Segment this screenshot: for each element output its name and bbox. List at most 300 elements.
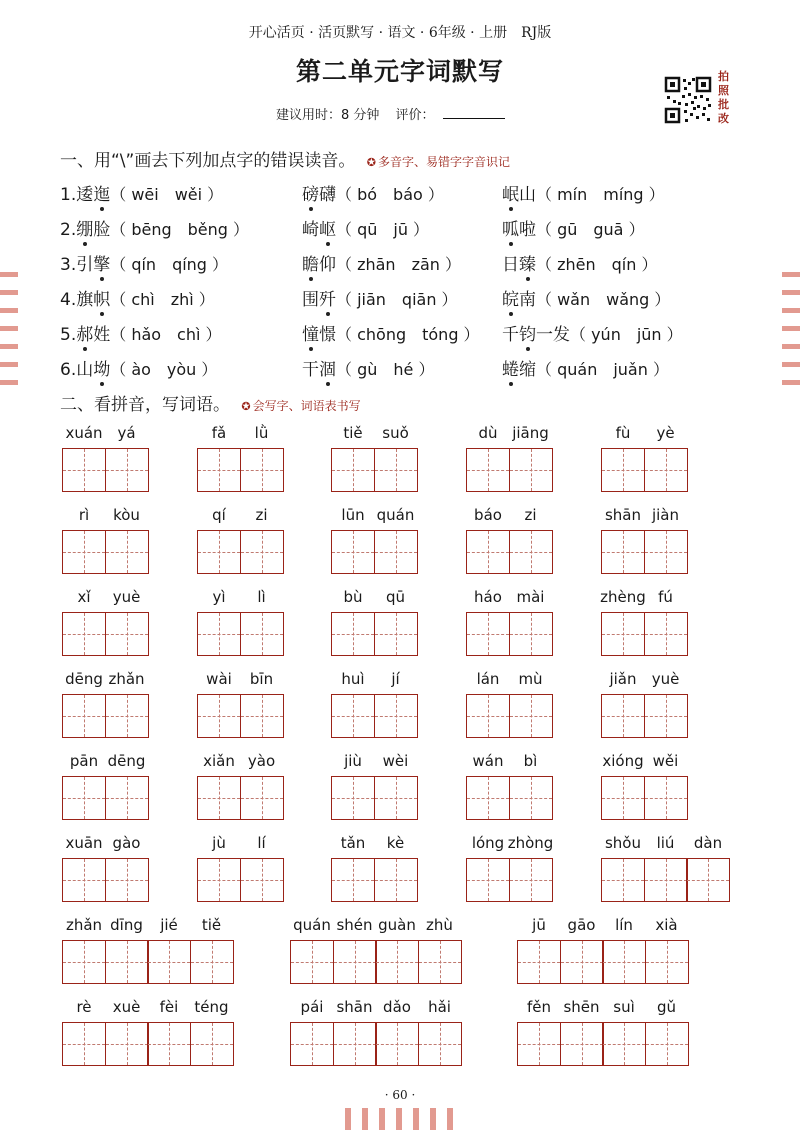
edge-tab — [447, 1108, 453, 1130]
tianzige-cells — [331, 694, 418, 738]
pinyin-choices[interactable]: （ yún jūn ） — [570, 325, 683, 344]
edge-tab — [782, 344, 800, 349]
item-word — [76, 290, 110, 310]
word-char: 发 — [553, 325, 570, 345]
pinyin-syllable: dǎo — [383, 998, 411, 1016]
writing-cell[interactable] — [290, 940, 334, 984]
writing-cell[interactable] — [147, 940, 191, 984]
writing-cell[interactable] — [466, 530, 510, 574]
item-word — [302, 290, 336, 310]
pinyin-syllable: wán — [472, 752, 504, 770]
section1-tip-text: 多音字、易错字字音识记 — [377, 155, 510, 169]
pinyin-choices[interactable]: （ wēi wěi ） — [110, 185, 224, 204]
exercise-item — [502, 285, 670, 310]
word-group — [197, 752, 284, 822]
tianzige-cells — [62, 694, 149, 738]
writing-cell[interactable] — [601, 612, 645, 656]
word-group — [517, 998, 689, 1068]
writing-cell[interactable] — [374, 612, 418, 656]
writing-cell[interactable] — [331, 612, 375, 656]
pinyin-syllable: xià — [655, 916, 678, 934]
exercise-item — [302, 320, 480, 345]
word-group — [62, 424, 149, 494]
pinyin-choices[interactable]: （ mín míng ） — [536, 185, 665, 204]
writing-cell[interactable] — [105, 1022, 149, 1066]
qr-caption-char: 批 — [718, 98, 729, 111]
pinyin-choices[interactable]: （ qín qíng ） — [110, 255, 229, 274]
writing-cell[interactable] — [466, 776, 510, 820]
writing-cell[interactable] — [190, 1022, 234, 1066]
pinyin-syllable: háo — [474, 588, 502, 606]
writing-cell[interactable] — [105, 448, 149, 492]
pinyin-syllable: guàn — [378, 916, 416, 934]
writing-cell[interactable] — [105, 858, 149, 902]
tianzige-cells — [62, 612, 149, 656]
tianzige-cells — [466, 858, 553, 902]
pinyin-syllable: zhù — [426, 916, 453, 934]
writing-cell[interactable] — [240, 858, 284, 902]
writing-cell[interactable] — [509, 448, 553, 492]
writing-cell[interactable] — [333, 940, 377, 984]
word-group — [62, 834, 149, 904]
pinyin-choices[interactable]: （ bēng běng ） — [110, 220, 250, 239]
word-char: 崎 — [302, 220, 319, 240]
dotted-char: 歼 — [319, 285, 336, 310]
section1-title: 一、用“\”画去下列加点字的错误读音。 — [60, 151, 356, 171]
pinyin-choices[interactable]: （ gū guā ） — [536, 220, 645, 239]
item-word — [302, 255, 336, 275]
pinyin-syllable: lí — [257, 834, 266, 852]
pinyin-syllable: pān — [69, 752, 99, 770]
qr-caption-char: 改 — [718, 112, 729, 125]
tianzige-cells — [466, 448, 553, 492]
writing-cell[interactable] — [644, 694, 688, 738]
pinyin-syllable: báo — [474, 506, 502, 524]
writing-cell[interactable] — [197, 694, 241, 738]
pinyin-choices[interactable]: （ qū jū ） — [336, 220, 430, 239]
pinyin-syllable: fǎ — [211, 424, 227, 442]
writing-cell[interactable] — [374, 776, 418, 820]
word-group — [62, 916, 234, 986]
word-char: 引 — [76, 255, 94, 275]
word-char: 脸 — [93, 220, 111, 240]
pinyin-syllable: tǎn — [340, 834, 366, 852]
writing-cell[interactable] — [374, 858, 418, 902]
exercise-item — [60, 355, 217, 380]
tianzige-cells — [197, 776, 284, 820]
tianzige-cells — [601, 448, 688, 492]
writing-cell[interactable] — [644, 858, 688, 902]
word-char: 日 — [502, 255, 519, 275]
tianzige-cells — [601, 858, 730, 902]
tianzige-cells — [331, 448, 418, 492]
writing-cell[interactable] — [601, 694, 645, 738]
qr-caption-char: 照 — [718, 84, 729, 97]
writing-cell[interactable] — [197, 448, 241, 492]
word-group — [466, 424, 553, 494]
writing-cell[interactable] — [240, 448, 284, 492]
pinyin-syllable: dēng — [107, 752, 146, 770]
writing-cell[interactable] — [331, 694, 375, 738]
writing-cell[interactable] — [240, 530, 284, 574]
writing-cell[interactable] — [601, 448, 645, 492]
writing-cell[interactable] — [331, 776, 375, 820]
qr-caption-char: 拍 — [718, 70, 729, 83]
tianzige-cells — [466, 694, 553, 738]
item-number: 1. — [60, 185, 77, 205]
pinyin-choices[interactable]: （ hǎo chì ） — [110, 325, 222, 344]
tianzige-cells — [601, 612, 688, 656]
writing-cell[interactable] — [374, 694, 418, 738]
exercise-item — [60, 285, 215, 310]
pinyin-syllable: dīng — [110, 916, 143, 934]
word-char: 缩 — [519, 360, 536, 380]
word-char: 憬 — [319, 325, 336, 345]
word-group — [197, 506, 284, 576]
meta-line — [276, 104, 505, 123]
qr-code-icon[interactable] — [664, 76, 712, 124]
pinyin-syllable: qí — [212, 506, 226, 524]
item-word — [302, 325, 336, 345]
writing-cell[interactable] — [509, 612, 553, 656]
item-word — [502, 325, 570, 345]
word-group — [197, 424, 284, 494]
pinyin-syllable: gǔ — [656, 998, 677, 1016]
word-group — [197, 670, 284, 740]
item-word — [76, 360, 110, 380]
dotted-char: 瞻 — [302, 250, 319, 275]
writing-cell[interactable] — [197, 612, 241, 656]
word-char: 山 — [519, 185, 536, 205]
word-group — [601, 588, 688, 658]
pinyin-syllable: hǎi — [428, 998, 451, 1016]
dotted-char: 涸 — [319, 355, 336, 380]
tianzige-cells — [601, 694, 688, 738]
pinyin-syllable: liú — [656, 834, 675, 852]
pinyin-syllable: jiǎn — [609, 670, 637, 688]
word-group — [601, 834, 730, 904]
writing-cell[interactable] — [509, 858, 553, 902]
pinyin-choices[interactable]: （ jiān qiān ） — [336, 290, 458, 309]
pinyin-syllable: bì — [523, 752, 538, 770]
pinyin-syllable: zhòng — [507, 834, 554, 852]
writing-cell[interactable] — [62, 694, 106, 738]
writing-cell[interactable] — [602, 1022, 646, 1066]
word-group — [62, 752, 149, 822]
writing-cell[interactable] — [466, 858, 510, 902]
gear-icon: ✪ — [241, 400, 251, 413]
pinyin-syllable: lín — [615, 916, 633, 934]
pinyin-syllable: zi — [255, 506, 268, 524]
dotted-char: 蜷 — [502, 355, 519, 380]
section2-heading — [60, 390, 361, 415]
writing-cell[interactable] — [418, 940, 462, 984]
word-group — [466, 506, 553, 576]
pinyin-syllable: lán — [476, 670, 500, 688]
pinyin-syllable: jié — [160, 916, 178, 934]
writing-cell[interactable] — [509, 776, 553, 820]
writing-cell[interactable] — [240, 694, 284, 738]
word-group — [62, 588, 149, 658]
writing-cell[interactable] — [644, 612, 688, 656]
word-char: 干 — [302, 360, 319, 380]
edge-tab — [0, 272, 18, 277]
writing-cell[interactable] — [62, 612, 106, 656]
edge-tab — [0, 308, 18, 313]
dotted-char: 岷 — [502, 180, 519, 205]
writing-cell[interactable] — [105, 694, 149, 738]
writing-cell[interactable] — [331, 530, 375, 574]
writing-cell[interactable] — [240, 776, 284, 820]
word-group — [517, 916, 689, 986]
tianzige-cells — [331, 612, 418, 656]
item-number: 5. — [60, 325, 77, 345]
pinyin-syllable: bīn — [249, 670, 274, 688]
item-word — [76, 325, 110, 345]
exercise-item — [502, 355, 669, 380]
word-char: 礴 — [319, 185, 336, 205]
writing-cell[interactable] — [601, 530, 645, 574]
writing-cell[interactable] — [331, 448, 375, 492]
writing-cell[interactable] — [105, 612, 149, 656]
score-blank[interactable] — [443, 106, 505, 119]
edge-tab — [782, 380, 800, 385]
pinyin-syllable: shǒu — [604, 834, 641, 852]
pinyin-choices[interactable]: （ ào yòu ） — [110, 360, 218, 379]
writing-cell[interactable] — [645, 1022, 689, 1066]
suggested-time: 建议用时：8 分钟 — [276, 108, 380, 123]
pinyin-syllable: xióng — [602, 752, 644, 770]
exercise-item — [502, 250, 657, 275]
dotted-char: 钧 — [519, 320, 536, 345]
pinyin-syllable: dàn — [693, 834, 723, 852]
pinyin-syllable: rì — [78, 506, 90, 524]
edge-tab — [782, 290, 800, 295]
page-number: · 60 · — [384, 1088, 416, 1102]
writing-cell[interactable] — [105, 940, 149, 984]
pinyin-choices[interactable]: （ chì zhì ） — [110, 290, 215, 309]
page-title: 第二单元字词默写 — [295, 57, 504, 86]
tianzige-cells — [62, 448, 149, 492]
writing-cell[interactable] — [105, 776, 149, 820]
pinyin-syllable: xuè — [112, 998, 141, 1016]
writing-cell[interactable] — [466, 612, 510, 656]
writing-cell[interactable] — [62, 940, 106, 984]
item-word — [502, 290, 536, 310]
writing-cell[interactable] — [62, 448, 106, 492]
writing-cell[interactable] — [601, 858, 645, 902]
item-word — [302, 220, 336, 240]
exercise-item — [60, 215, 249, 240]
writing-cell[interactable] — [686, 858, 730, 902]
pinyin-syllable: jiāng — [512, 424, 549, 442]
writing-cell[interactable] — [333, 1022, 377, 1066]
pinyin-syllable: dēng — [65, 670, 103, 688]
writing-cell[interactable] — [517, 940, 561, 984]
writing-cell[interactable] — [509, 694, 553, 738]
item-number: 6. — [60, 360, 77, 380]
writing-cell[interactable] — [375, 1022, 419, 1066]
score-label: 评价： — [395, 108, 435, 123]
pinyin-syllable: pái — [300, 998, 324, 1016]
pinyin-syllable: jiù — [344, 752, 362, 770]
exercise-item — [302, 355, 434, 380]
pinyin-syllable: wěi — [652, 752, 679, 770]
writing-cell[interactable] — [644, 530, 688, 574]
tianzige-cells — [331, 530, 418, 574]
tianzige-cells — [466, 776, 553, 820]
dotted-char: 绷 — [76, 215, 93, 240]
exercise-item — [60, 320, 222, 345]
section1-heading — [60, 146, 510, 171]
dotted-char: 皖 — [502, 285, 519, 310]
item-word — [502, 220, 536, 240]
pinyin-syllable: lūn — [341, 506, 365, 524]
exercise-row — [60, 320, 740, 350]
dotted-char: 磅 — [302, 180, 319, 205]
edge-tab — [0, 326, 18, 331]
pinyin-syllable: shān — [604, 506, 642, 524]
exercise-row — [60, 215, 740, 245]
writing-cell[interactable] — [105, 530, 149, 574]
exercise-item — [60, 180, 223, 205]
edge-tab — [0, 344, 18, 349]
writing-cell[interactable] — [374, 530, 418, 574]
word-group — [331, 588, 418, 658]
pinyin-choices[interactable]: （ zhēn qín ） — [536, 255, 658, 274]
tianzige-cells — [466, 612, 553, 656]
exercise-item — [502, 215, 645, 240]
writing-cell[interactable] — [517, 1022, 561, 1066]
item-word — [302, 360, 336, 380]
writing-cell[interactable] — [466, 448, 510, 492]
exercise-row — [60, 355, 740, 385]
writing-cell[interactable] — [418, 1022, 462, 1066]
writing-cell[interactable] — [62, 858, 106, 902]
word-char: 旗 — [76, 290, 94, 310]
pinyin-syllable: fú — [658, 588, 673, 606]
dotted-char: 帜 — [93, 285, 110, 310]
pinyin-syllable: xuán — [65, 424, 103, 442]
edge-tab — [782, 326, 800, 331]
pinyin-choices[interactable]: （ gù hé ） — [336, 360, 435, 379]
tianzige-cells — [290, 1022, 462, 1066]
writing-cell[interactable] — [147, 1022, 191, 1066]
writing-cell[interactable] — [290, 1022, 334, 1066]
word-group — [331, 506, 418, 576]
exercise-item — [502, 320, 683, 345]
pinyin-syllable: wèi — [382, 752, 409, 770]
pinyin-syllable: shén — [336, 916, 373, 934]
pinyin-syllable: kè — [386, 834, 405, 852]
pinyin-syllable: dù — [478, 424, 498, 442]
word-group — [601, 670, 688, 740]
writing-cell[interactable] — [331, 858, 375, 902]
pinyin-syllable: suì — [613, 998, 635, 1016]
writing-cell[interactable] — [644, 448, 688, 492]
item-word — [302, 185, 336, 205]
writing-cell[interactable] — [240, 612, 284, 656]
edge-tab — [362, 1108, 368, 1130]
item-word — [502, 185, 536, 205]
header-line: 开心活页 · 活页默写 · 语文 · 6年级 · 上册 RJ版 — [248, 25, 552, 41]
item-word — [502, 255, 536, 275]
word-char: 一 — [536, 325, 553, 345]
tianzige-cells — [62, 530, 149, 574]
writing-cell[interactable] — [645, 940, 689, 984]
dotted-char: 憧 — [302, 320, 319, 345]
section1-tip — [367, 155, 510, 169]
writing-cell[interactable] — [466, 694, 510, 738]
word-char: 啦 — [519, 220, 536, 240]
tianzige-cells — [197, 448, 284, 492]
writing-cell[interactable] — [601, 776, 645, 820]
word-char: 山 — [76, 360, 94, 380]
edge-tab — [396, 1108, 402, 1130]
edge-tab — [782, 362, 800, 367]
word-group — [197, 834, 284, 904]
word-group — [466, 752, 553, 822]
pinyin-syllable: zi — [524, 506, 537, 524]
pinyin-syllable: fèi — [159, 998, 179, 1016]
word-group — [290, 998, 462, 1068]
writing-cell[interactable] — [375, 940, 419, 984]
tianzige-cells — [62, 776, 149, 820]
word-group — [601, 424, 688, 494]
writing-cell[interactable] — [62, 776, 106, 820]
writing-cell[interactable] — [509, 530, 553, 574]
pinyin-syllable: xǐ — [77, 588, 91, 606]
pinyin-choices[interactable]: （ chōng tóng ） — [336, 325, 480, 344]
item-word — [76, 185, 110, 205]
writing-cell[interactable] — [560, 940, 604, 984]
exercise-row — [60, 180, 740, 210]
writing-cell[interactable] — [197, 858, 241, 902]
dotted-char: 臻 — [519, 250, 536, 275]
pinyin-syllable: zhǎn — [108, 670, 145, 688]
exercise-item — [302, 180, 444, 205]
word-group — [601, 506, 688, 576]
tianzige-cells — [197, 694, 284, 738]
pinyin-choices[interactable]: （ quán juǎn ） — [536, 360, 669, 379]
writing-cell[interactable] — [197, 776, 241, 820]
writing-cell[interactable] — [560, 1022, 604, 1066]
tianzige-cells — [290, 940, 462, 984]
tianzige-cells — [197, 530, 284, 574]
pinyin-choices[interactable]: （ bó báo ） — [336, 185, 444, 204]
tianzige-cells — [331, 858, 418, 902]
word-group — [466, 588, 553, 658]
writing-cell[interactable] — [602, 940, 646, 984]
writing-cell[interactable] — [644, 776, 688, 820]
pinyin-syllable: quán — [376, 506, 415, 524]
pinyin-choices[interactable]: （ wǎn wǎng ） — [536, 290, 671, 309]
writing-cell[interactable] — [374, 448, 418, 492]
exercise-item — [60, 250, 228, 275]
word-group — [290, 916, 462, 986]
writing-cell[interactable] — [197, 530, 241, 574]
exercise-item — [302, 285, 458, 310]
pinyin-syllable: jiàn — [651, 506, 680, 524]
pinyin-choices[interactable]: （ zhān zān ） — [336, 255, 462, 274]
pinyin-syllable: huì — [341, 670, 365, 688]
pinyin-syllable: kòu — [113, 506, 140, 524]
pinyin-syllable: qū — [385, 588, 406, 606]
writing-cell[interactable] — [62, 530, 106, 574]
writing-cell[interactable] — [62, 1022, 106, 1066]
writing-cell[interactable] — [190, 940, 234, 984]
edge-tab — [430, 1108, 436, 1130]
